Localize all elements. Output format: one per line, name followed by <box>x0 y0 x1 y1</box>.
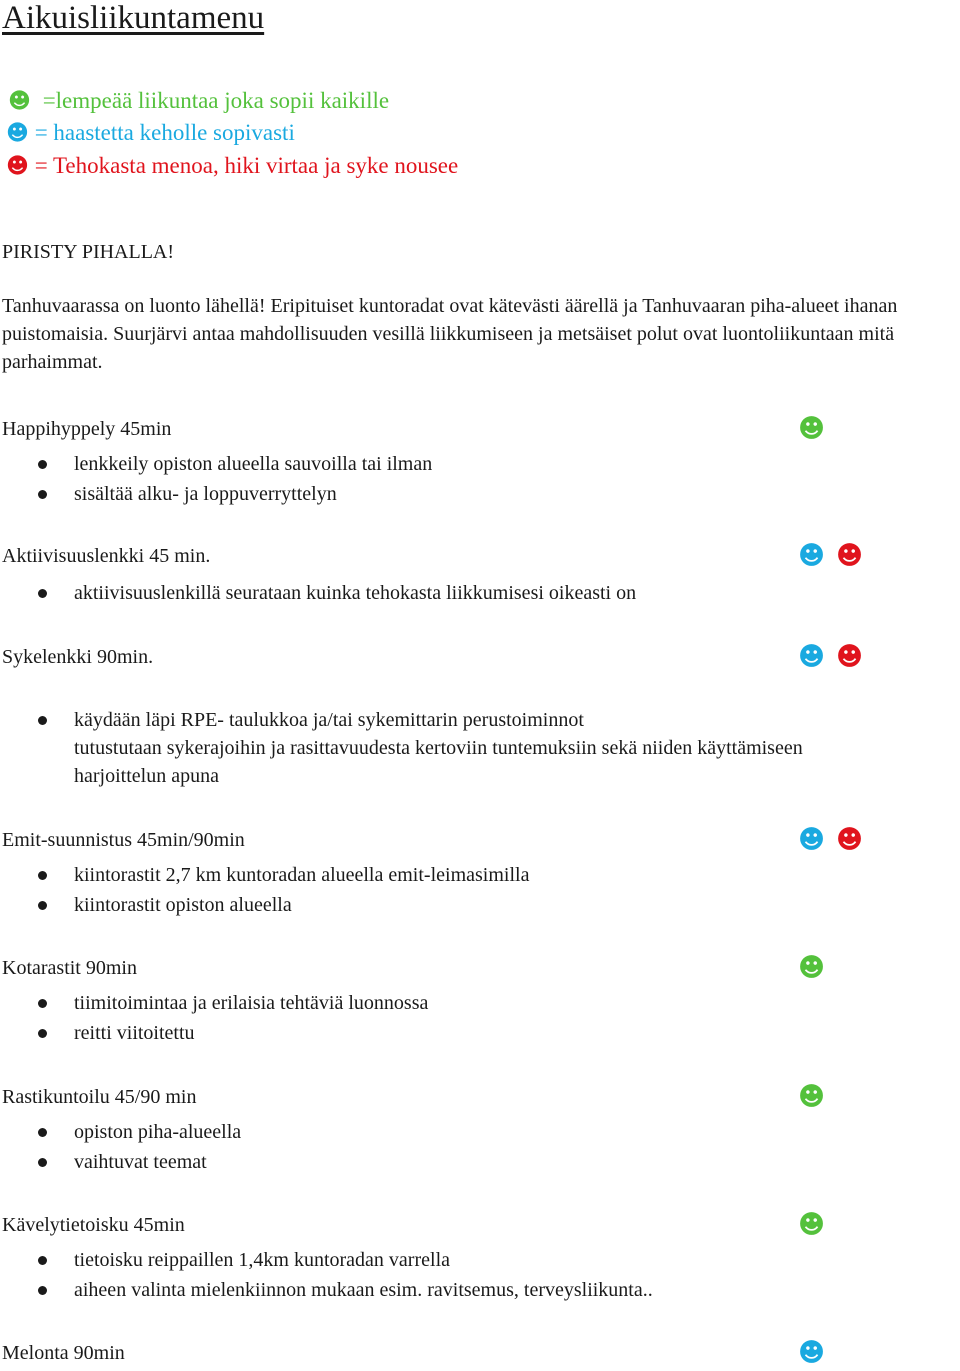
bullet-item <box>0 989 960 1017</box>
legend-text: =lempeää liikuntaa joka sopii kaikille <box>42 88 390 113</box>
bullet-text: käydään läpi RPE- taulukkoa ja/tai sykemittarin perustoiminnot <box>74 709 584 731</box>
bullet-dot-icon <box>38 589 47 598</box>
bullet-text: kiintorastit 2,7 km kuntoradan alueella emit-leimasimilla <box>74 864 530 886</box>
activity-heading: Kotarastit 90min <box>2 957 137 979</box>
bullet-item <box>0 450 960 478</box>
blue-smiley-icon: ☻ <box>6 121 29 146</box>
bullet-item <box>0 891 960 919</box>
slogan: PIRISTY PIHALLA! <box>2 241 175 263</box>
bullet-text: kiintorastit opiston alueella <box>74 894 292 916</box>
bullet-item <box>0 480 960 508</box>
bullet-text: aktiivisuuslenkillä seurataan kuinka tehokasta liikkumisesi oikeasti on <box>74 582 637 604</box>
bullet-item <box>0 1246 960 1274</box>
bullet-dot-icon <box>38 901 47 910</box>
bullet-text: tiimitoimintaa ja erilaisia tehtäviä luonnossa <box>74 992 429 1014</box>
bullet-text: reitti viitoitettu <box>74 1022 195 1044</box>
legend-text: = Tehokasta menoa, hiki virtaa ja syke nousee <box>34 153 459 178</box>
activity-heading: Emit-suunnistus 45min/90min <box>2 829 245 851</box>
bullet-item <box>0 861 960 889</box>
bullet-dot-icon <box>38 999 47 1008</box>
intro-paragraph <box>2 292 958 376</box>
green-smiley-icon: ☻ <box>8 89 31 114</box>
bullet-dot-icon <box>38 1256 47 1265</box>
blue-smiley-icon: ☻ <box>798 825 826 855</box>
intro-sentence <box>2 292 958 376</box>
bullet-dot-icon <box>38 490 47 499</box>
legend-item-gentle <box>8 88 389 114</box>
bullet-dot-icon <box>38 1286 47 1295</box>
page-title: Aikuisliikuntamenu <box>2 0 265 36</box>
green-smiley-icon: ☻ <box>798 1082 826 1112</box>
bullet-dot-icon <box>38 871 47 880</box>
green-smiley-icon: ☻ <box>798 1210 826 1240</box>
red-smiley-icon: ☻ <box>836 825 864 855</box>
red-smiley-icon: ☻ <box>836 541 864 571</box>
bullet-text: sisältää alku- ja loppuverryttelyn <box>74 483 337 505</box>
bullet-continuation-text: harjoittelun apuna <box>74 765 219 787</box>
blue-smiley-icon: ☻ <box>798 541 826 571</box>
intro-text-2: Suurjärvi antaa mahdollisuuden vesillä liikkumiseen ja metsäiset polut ovat luontoliikuntaan mitä parhaimmat. <box>2 323 895 373</box>
legend-item-intense <box>6 153 458 179</box>
activity-heading: Rastikuntoilu 45/90 min <box>2 1086 197 1108</box>
bullet-dot-icon <box>38 1029 47 1038</box>
bullet-dot-icon <box>38 1128 47 1137</box>
bullet-dot-icon <box>38 1158 47 1167</box>
bullet-item <box>0 706 960 734</box>
blue-smiley-icon: ☻ <box>798 642 826 672</box>
bullet-text: vaihtuvat teemat <box>74 1151 207 1173</box>
intro-text-1: Tanhuvaarassa on luonto lähellä! Eripituiset kuntoradat ovat kätevästi äärellä ja Tanhuvaaran piha-alueet ihanan puistomaisia. <box>2 295 898 345</box>
activity-heading: Sykelenkki 90min. <box>2 646 154 668</box>
bullet-item <box>0 1019 960 1047</box>
bullet-item <box>0 1148 960 1176</box>
bullet-text: tietoisku reippaillen 1,4km kuntoradan varrella <box>74 1249 450 1271</box>
bullet-item <box>0 579 960 607</box>
bullet-text: aiheen valinta mielenkiinnon mukaan esim. ravitsemus, terveysliikunta.. <box>74 1279 653 1301</box>
bullet-text: opiston piha-alueella <box>74 1121 242 1143</box>
activity-heading: Kävelytietoisku 45min <box>2 1214 185 1236</box>
red-smiley-icon: ☻ <box>6 154 29 179</box>
legend-text: = haastetta keholle sopivasti <box>34 120 295 145</box>
legend-item-challenging <box>6 120 295 146</box>
red-smiley-icon: ☻ <box>836 642 864 672</box>
bullet-dot-icon <box>38 716 47 725</box>
bullet-item <box>0 1118 960 1146</box>
activity-heading: Aktiivisuuslenkki 45 min. <box>2 545 211 567</box>
bullet-dot-icon <box>38 460 47 469</box>
activity-heading: Melonta 90min <box>2 1342 125 1364</box>
green-smiley-icon: ☻ <box>798 953 826 983</box>
bullet-text: lenkkeily opiston alueella sauvoilla tai ilman <box>74 453 433 475</box>
bullet-item <box>0 1276 960 1304</box>
green-smiley-icon: ☻ <box>798 414 826 444</box>
blue-smiley-icon: ☻ <box>798 1338 826 1368</box>
bullet-continuation-text: tutustutaan sykerajoihin ja rasittavuudesta kertoviin tuntemuksiin sekä niiden käyttämiseen <box>74 737 803 759</box>
activity-heading: Happihyppely 45min <box>2 418 172 440</box>
